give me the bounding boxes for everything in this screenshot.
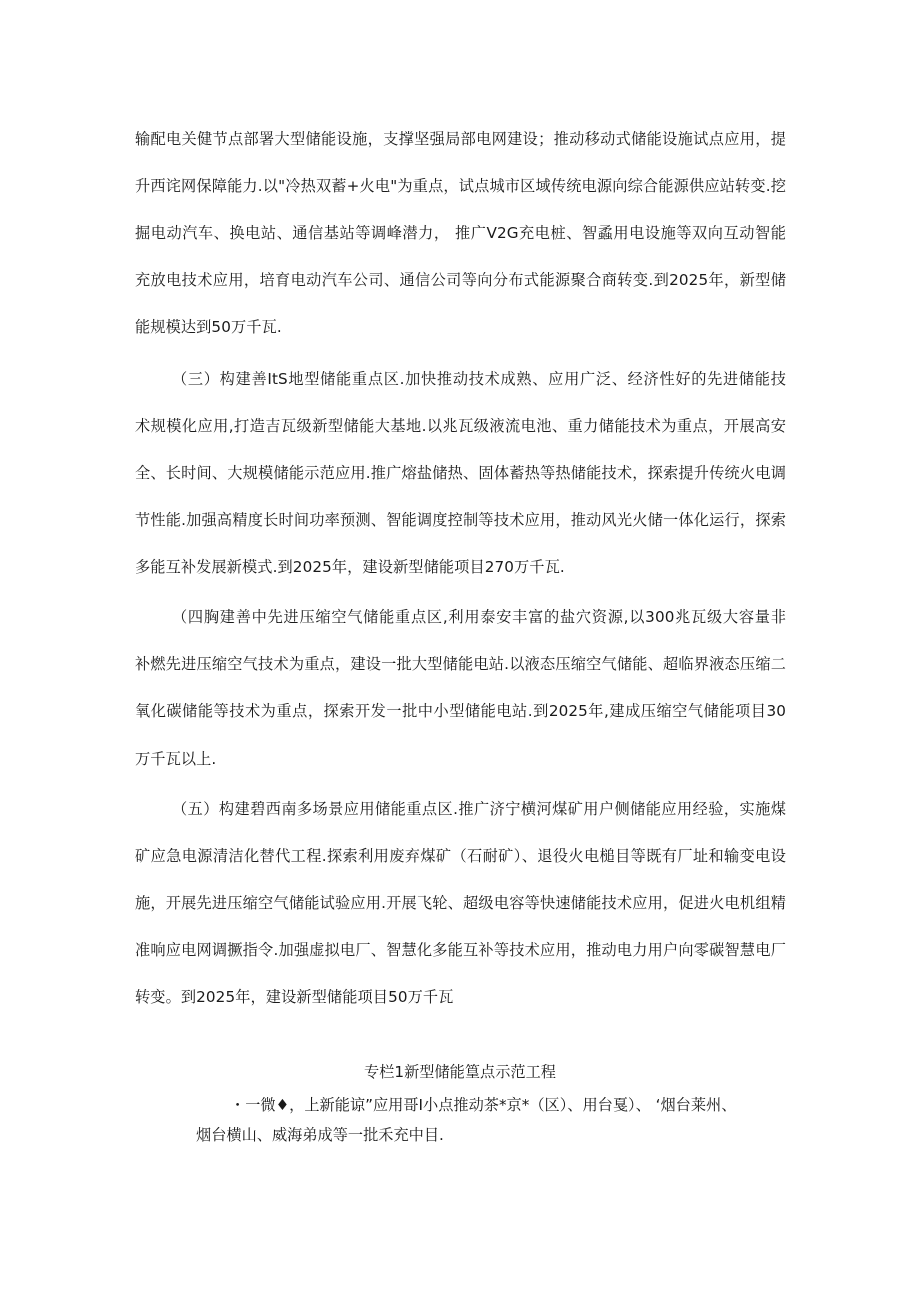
paragraph-3-line-2: 补燃先进压缩空气技术为重点，建设一批大型储能电站.以液态压缩空气储能、超临界液态压缩二: [135, 655, 786, 673]
paragraph-4-line-4: 准响应电网调撅指令.加强虚拟电厂、智慧化多能互补等技术应用，推动电力用户向零碳智慧电厂: [135, 941, 786, 959]
paragraph-2-line-3: 全、长时间、大规模储能示范应用.推广熔盐储热、固体蓄热等热储能技术，探索提升传统火电调: [135, 464, 786, 482]
feature-box-title: 专栏1新型储能篁点示范工程: [364, 1063, 556, 1081]
paragraph-4-line-2: 矿应急电源清洁化替代工程.探索利用废弃煤矿（石耐矿）、退役火电槌目等既有厂址和输变电设: [135, 847, 786, 865]
paragraph-1-line-3: 掘电动汽车、换电站、通信基站等调峰潜力， 推广V2G充电桩、智蟊用电设施等双向互动智能: [135, 224, 786, 242]
paragraph-2-line-2: 术规模化应用,打造吉瓦级新型储能大基地.以兆瓦级液流电池、重力储能技术为重点，开展高安: [135, 417, 786, 435]
paragraph-2-line-5: 多能互补发展新模式.到2025年，建设新型储能项目270万千瓦.: [135, 558, 565, 576]
paragraph-2-line-4: 节性能.加强高精度长时间功率预测、智能调度控制等技术应用，推动风光火储一体化运行，探索: [135, 511, 786, 529]
paragraph-3-line-3: 氧化碳储能等技术为重点，探索开发一批中小型储能电站.到2025年,建成压缩空气储能项目30: [135, 702, 786, 720]
feature-box-line-1: ・一微♦，上新能谅”应用哥I小点推动茶*京*（区）、用台戛）、 ‘烟台莱州、: [230, 1096, 737, 1114]
paragraph-3-line-4: 万千瓦以上.: [135, 750, 217, 768]
paragraph-1-line-5: 能规模达到50万千瓦.: [135, 318, 282, 336]
paragraph-1-line-1: 输配电关健节点部署大型储能设施，支撑坚强局部电网建设；推动移动式储能设施试点应用，提: [135, 130, 786, 148]
paragraph-3-line-1: （四胸建善中先进压缩空气储能重点区,利用泰安丰富的盐穴资源,以300兆瓦级大容量非: [172, 608, 786, 626]
paragraph-1-line-2: 升西诧网保障能力.以"冷热双蓄+火电"为重点，试点城市区域传统电源向综合能源供应站转变.挖: [135, 177, 786, 195]
feature-box-line-2: 烟台横山、威海弟成等一批禾充中目.: [196, 1126, 444, 1144]
paragraph-2-line-1: （三）构建善ItS地型储能重点区.加快推动技术成熟、应用广泛、经济性好的先进储能技: [172, 370, 786, 388]
paragraph-4-line-5: 转变。到2025年，建设新型储能项目50万千瓦: [135, 988, 454, 1006]
paragraph-4-line-3: 施，开展先进压缩空气储能试验应用.开展飞轮、超级电容等快速储能技术应用，促进火电机组精: [135, 894, 786, 912]
paragraph-4-line-1: （五）构建碧西南多场景应用储能重点区.推广济宁横河煤矿用户侧储能应用经验，实施煤: [172, 800, 786, 818]
paragraph-1-line-4: 充放电技术应用，培育电动汽车公司、通信公司等向分布式能源聚合商转变.到2025年，新型储: [135, 271, 786, 289]
